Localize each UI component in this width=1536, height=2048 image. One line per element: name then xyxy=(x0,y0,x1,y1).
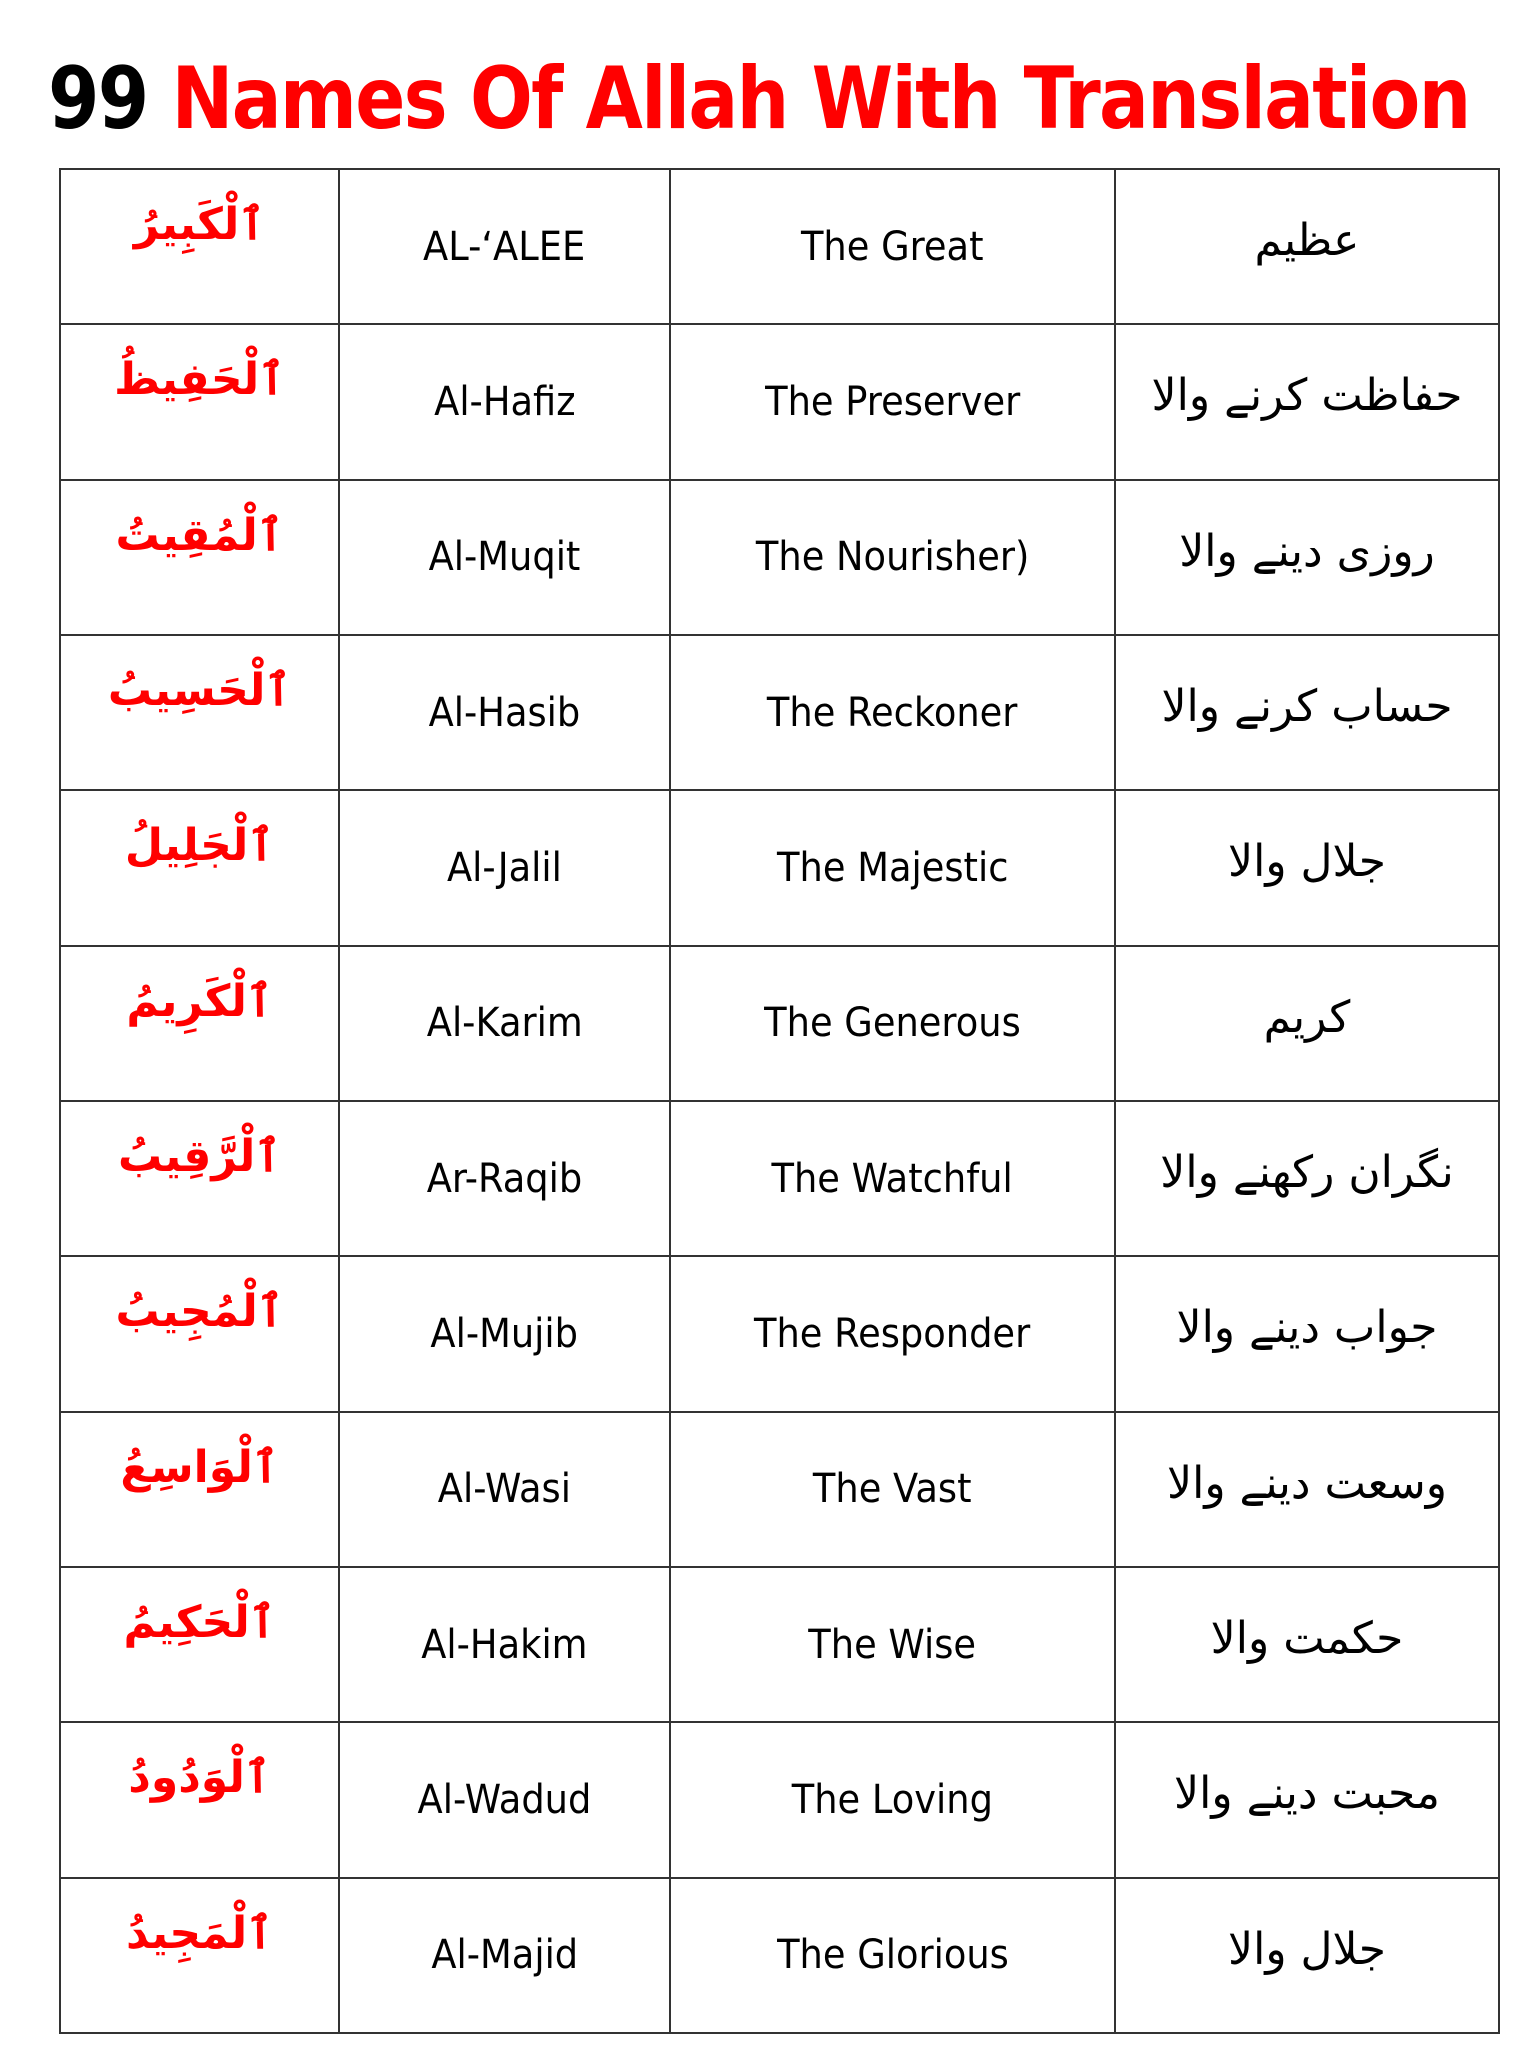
page-title xyxy=(48,44,1470,154)
urdu-cell xyxy=(1115,790,1499,945)
arabic-cell xyxy=(60,1878,339,2033)
table-row xyxy=(60,1567,1499,1722)
transliteration-cell xyxy=(339,480,670,635)
english-meaning: The Reckoner xyxy=(767,689,1018,736)
arabic-name: ٱلْوَاسِعُ xyxy=(120,1441,279,1493)
transliteration-cell xyxy=(339,1101,670,1256)
transliteration: Al-Karim xyxy=(426,1000,583,1047)
english-cell xyxy=(670,169,1115,324)
table-row xyxy=(60,790,1499,945)
transliteration-cell xyxy=(339,1412,670,1567)
arabic-name: ٱلْكَرِيمُ xyxy=(126,975,273,1027)
urdu-cell xyxy=(1115,169,1499,324)
urdu-cell xyxy=(1115,324,1499,479)
arabic-cell xyxy=(60,480,339,635)
table-row xyxy=(60,1722,1499,1877)
table-row xyxy=(60,324,1499,479)
transliteration-cell xyxy=(339,790,670,945)
english-meaning: The Wise xyxy=(808,1621,977,1668)
urdu-meaning: وسعت دینے والا xyxy=(1167,1457,1447,1509)
arabic-name: ٱلْحَسِيبُ xyxy=(107,665,292,717)
transliteration: Ar-Raqib xyxy=(426,1155,583,1202)
urdu-cell xyxy=(1115,635,1499,790)
arabic-name: ٱلْحَفِيظُ xyxy=(114,354,285,406)
transliteration-cell xyxy=(339,1567,670,1722)
transliteration-cell xyxy=(339,1722,670,1877)
english-cell xyxy=(670,1412,1115,1567)
urdu-cell xyxy=(1115,1101,1499,1256)
transliteration-cell xyxy=(339,946,670,1101)
title-number: 99 xyxy=(48,49,148,149)
english-cell xyxy=(670,1722,1115,1877)
urdu-meaning: محبت دینے والا xyxy=(1174,1768,1440,1820)
english-meaning: The Vast xyxy=(813,1466,972,1513)
arabic-cell xyxy=(60,1101,339,1256)
transliteration-cell xyxy=(339,635,670,790)
english-cell xyxy=(670,480,1115,635)
urdu-cell xyxy=(1115,1878,1499,2033)
urdu-meaning: جواب دینے والا xyxy=(1176,1302,1438,1354)
transliteration-cell xyxy=(339,169,670,324)
transliteration-cell xyxy=(339,324,670,479)
english-cell xyxy=(670,1567,1115,1722)
urdu-meaning: حساب کرنے والا xyxy=(1161,681,1453,733)
english-cell xyxy=(670,946,1115,1101)
urdu-meaning: عظیم xyxy=(1254,215,1360,267)
english-meaning: The Majestic xyxy=(776,844,1009,891)
arabic-name: ٱلْرَّقِيبُ xyxy=(117,1131,282,1183)
english-meaning: The Great xyxy=(801,223,984,270)
urdu-meaning: حفاظت کرنے والا xyxy=(1151,370,1463,422)
arabic-cell xyxy=(60,790,339,945)
transliteration: Al-Hakim xyxy=(421,1621,588,1668)
table-row xyxy=(60,1101,1499,1256)
urdu-cell xyxy=(1115,1567,1499,1722)
english-cell xyxy=(670,1878,1115,2033)
urdu-meaning: جلال والا xyxy=(1228,1923,1386,1975)
table-row xyxy=(60,1256,1499,1411)
english-cell xyxy=(670,1101,1115,1256)
arabic-cell xyxy=(60,1256,339,1411)
arabic-name: ٱلْكَبِيرُ xyxy=(133,199,266,251)
english-cell xyxy=(670,1256,1115,1411)
transliteration: Al-Hasib xyxy=(428,689,581,736)
transliteration: Al-Wasi xyxy=(437,1466,572,1513)
english-meaning: The Generous xyxy=(764,1000,1021,1047)
names-table xyxy=(59,168,1500,2034)
english-cell xyxy=(670,324,1115,479)
transliteration-cell xyxy=(339,1878,670,2033)
table-row xyxy=(60,169,1499,324)
english-cell xyxy=(670,790,1115,945)
urdu-cell xyxy=(1115,1722,1499,1877)
transliteration: Al-Mujib xyxy=(430,1310,579,1357)
urdu-meaning: جلال والا xyxy=(1228,836,1386,888)
table-row xyxy=(60,1412,1499,1567)
transliteration: Al-Hafiz xyxy=(433,378,576,425)
arabic-cell xyxy=(60,1567,339,1722)
urdu-cell xyxy=(1115,480,1499,635)
urdu-cell xyxy=(1115,1412,1499,1567)
transliteration: Al-Wadud xyxy=(417,1776,592,1823)
transliteration: AL-‘ALEE xyxy=(423,223,586,270)
urdu-meaning: حکمت والا xyxy=(1210,1613,1404,1665)
english-meaning: The Nourisher) xyxy=(755,534,1030,581)
transliteration: Al-Majid xyxy=(431,1932,578,1979)
table-row xyxy=(60,946,1499,1101)
english-meaning: The Preserver xyxy=(764,378,1021,425)
english-meaning: The Watchful xyxy=(771,1155,1014,1202)
arabic-cell xyxy=(60,1412,339,1567)
names-table-body xyxy=(60,169,1499,2033)
english-meaning: The Glorious xyxy=(776,1932,1009,1979)
arabic-name: ٱلْمُقِيتُ xyxy=(115,509,284,561)
arabic-name: ٱلْمَجِيدُ xyxy=(126,1907,273,1959)
english-meaning: The Loving xyxy=(791,1776,994,1823)
arabic-cell xyxy=(60,1722,339,1877)
table-row xyxy=(60,635,1499,790)
urdu-meaning: نگران رکھنے والا xyxy=(1160,1147,1454,1199)
arabic-cell xyxy=(60,169,339,324)
arabic-cell xyxy=(60,635,339,790)
urdu-meaning: روزی دینے والا xyxy=(1179,525,1435,577)
arabic-name: ٱلْوَدُودُ xyxy=(128,1752,271,1804)
arabic-name: ٱلْمُجِيبُ xyxy=(115,1286,284,1338)
title-text: Names Of Allah With Translation xyxy=(171,49,1470,149)
english-cell xyxy=(670,635,1115,790)
arabic-name: ٱلْجَلِيلُ xyxy=(124,820,275,872)
transliteration-cell xyxy=(339,1256,670,1411)
transliteration: Al-Muqit xyxy=(428,534,581,581)
table-row xyxy=(60,480,1499,635)
urdu-meaning: کریم xyxy=(1263,991,1351,1043)
english-meaning: The Responder xyxy=(754,1310,1031,1357)
arabic-name: ٱلْحَكِيمُ xyxy=(123,1597,276,1649)
arabic-cell xyxy=(60,324,339,479)
arabic-cell xyxy=(60,946,339,1101)
urdu-cell xyxy=(1115,1256,1499,1411)
transliteration: Al-Jalil xyxy=(447,844,562,891)
table-row xyxy=(60,1878,1499,2033)
urdu-cell xyxy=(1115,946,1499,1101)
